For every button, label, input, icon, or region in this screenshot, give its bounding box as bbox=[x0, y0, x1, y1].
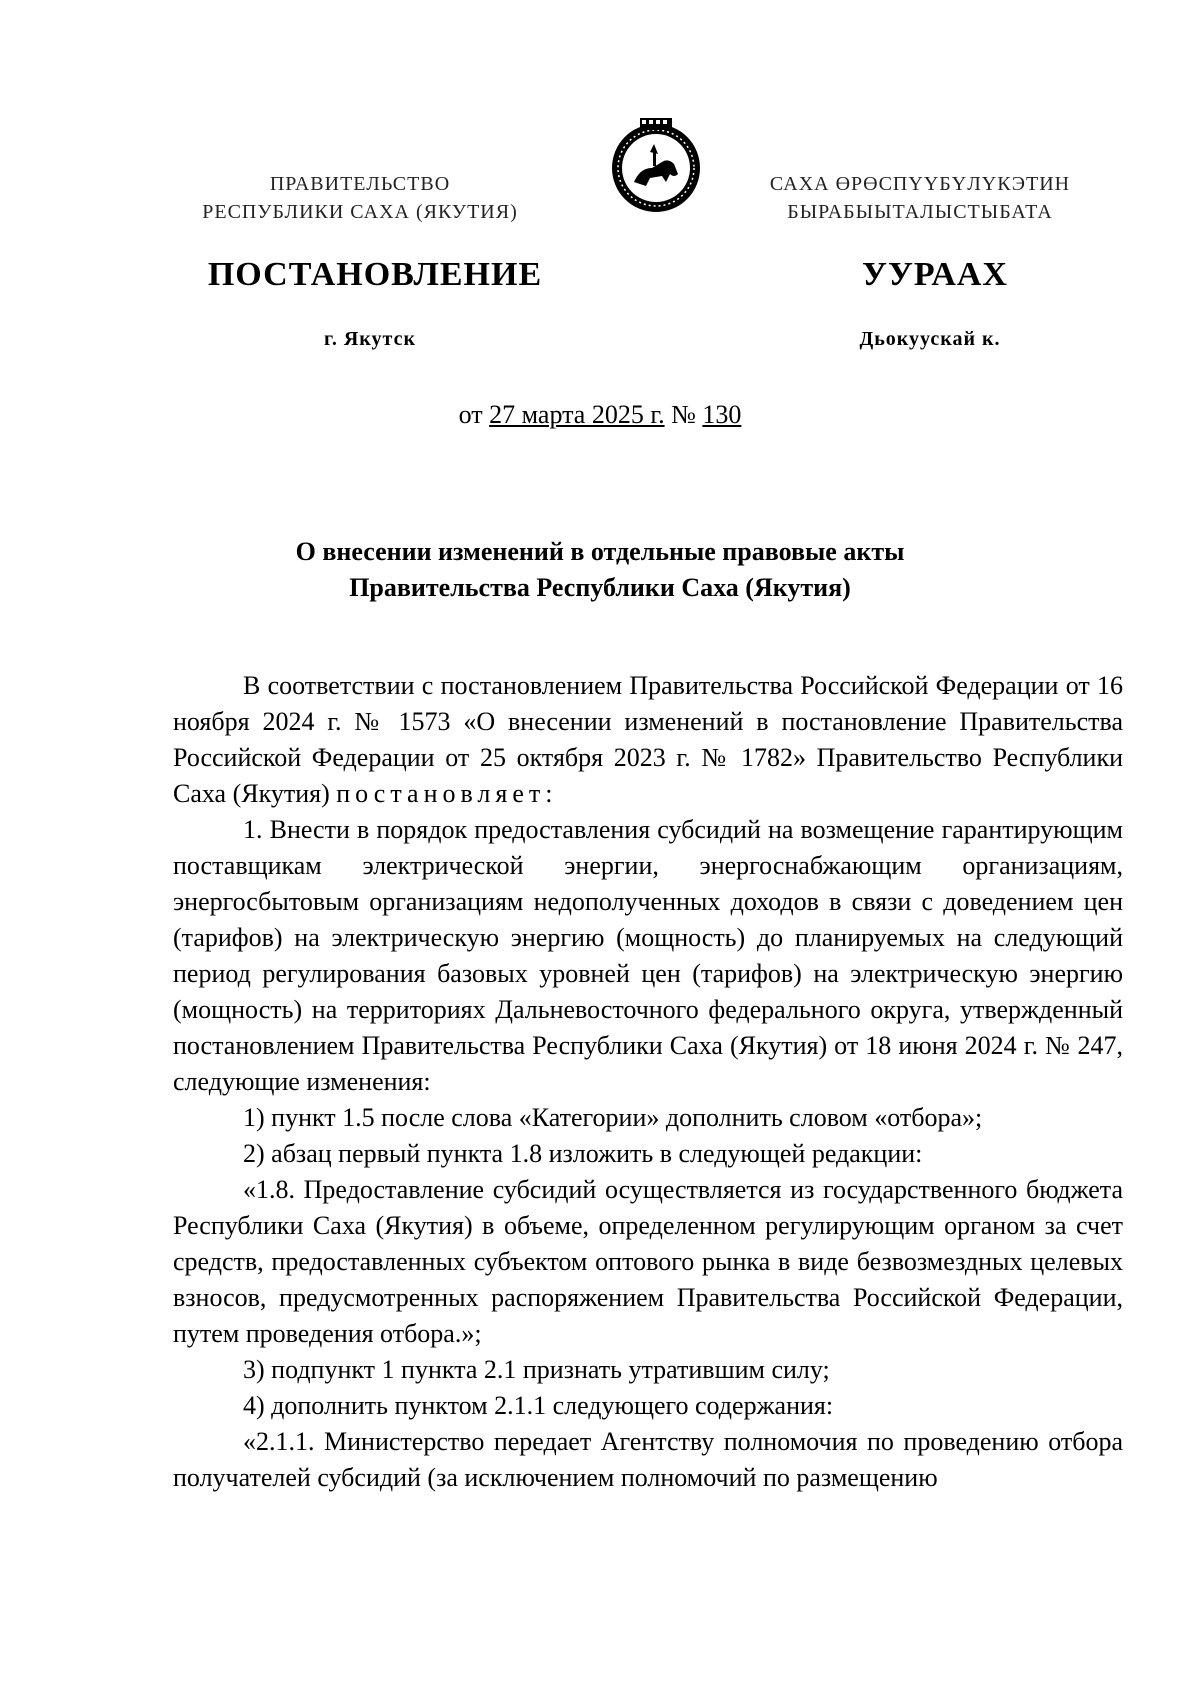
header-right bbox=[730, 170, 1110, 226]
document-number: 130 bbox=[702, 400, 742, 429]
subject-line1: О внесении изменений в отдельные правовые акты bbox=[295, 537, 905, 566]
preamble-end: : bbox=[545, 779, 553, 808]
paragraph-item-1: 1. Внести в порядок предоставления субсидий на возмещение гарантирующим поставщикам электрической энергии, энергоснабжающим организациям, энергосбытовым организациям недополученных доходов в связи с доведением цен (тарифов) на электрическую энергию (мощность) до планируемых на следующий период регулирования базовых уровней цен (тарифов) на электрическую энергию (мощность) на территориях Дальневосточного федерального округа, утвержденный постановлением Правительства Республики Саха (Якутия) от 18 июня 2024 г. № 247, следующие изменения: bbox=[173, 815, 1123, 1096]
preamble-verb: постановляет bbox=[336, 779, 546, 808]
header-left-line2: РЕСПУБЛИКИ САХА (ЯКУТИЯ) bbox=[202, 201, 518, 223]
paragraph-subitem-3: 3) подпункт 1 пункта 2.1 признать утратившим силу; bbox=[243, 1355, 830, 1384]
header-left-line1: ПРАВИТЕЛЬСТВО bbox=[269, 173, 451, 195]
paragraph-quote-2-1-1: «2.1.1. Министерство передает Агентству полномочия по проведению отбора получателей субсидий (за исключением полномочий по размещению bbox=[173, 1427, 1123, 1492]
header-left bbox=[160, 170, 560, 226]
document-subject bbox=[170, 534, 1030, 606]
number-sign: № bbox=[671, 400, 696, 429]
paragraph-preamble bbox=[173, 668, 1123, 812]
paragraph-subitem-4: 4) дополнить пунктом 2.1.1 следующего содержания: bbox=[243, 1391, 834, 1420]
document-body bbox=[173, 668, 1123, 1496]
emblem-icon bbox=[604, 112, 708, 216]
title-left: ПОСТАНОВЛЕНИЕ bbox=[207, 256, 543, 293]
paragraph-subitem-2: 2) абзац первый пункта 1.8 изложить в следующей редакции: bbox=[243, 1139, 923, 1168]
paragraph-subitem-1: 1) пункт 1.5 после слова «Категории» дополнить словом «отбора»; bbox=[243, 1103, 983, 1132]
preamble-text: В соответствии с постановлением Правительства Российской Федерации от 16 ноября 2024 г. № 1573 «О внесении изменений в постановление Правительства Российской Федерации от 25 октября 2023 г. № 1782» Правительство Республики Саха (Якутия) bbox=[173, 671, 1123, 808]
document-dateline bbox=[0, 400, 1200, 430]
subject-line2: Правительства Республики Саха (Якутия) bbox=[349, 573, 851, 602]
dateline-prefix: от bbox=[458, 400, 483, 429]
city-right: Дьокуускай к. bbox=[859, 328, 1001, 350]
header-right-line2: БЫРАБЫЫТАЛЫСТЫБАТА bbox=[787, 201, 1053, 223]
header-right-line1: САХА ӨРӨСПҮҮБҮЛҮКЭТИН bbox=[769, 173, 1071, 195]
title-right: УУРААХ bbox=[862, 256, 1008, 293]
city-left: г. Якутск bbox=[324, 328, 416, 350]
paragraph-quote-1-8: «1.8. Предоставление субсидий осуществляется из государственного бюджета Республики Саха (Якутия) в объеме, определенном регулирующим органом за счет средств, предоставленных субъектом оптового рынка в виде безвозмездных целевых взносов, предусмотренных распоряжением Правительства Российской Федерации, путем проведения отбора.»; bbox=[173, 1175, 1123, 1348]
document-date: 27 марта 2025 г. bbox=[489, 400, 665, 429]
